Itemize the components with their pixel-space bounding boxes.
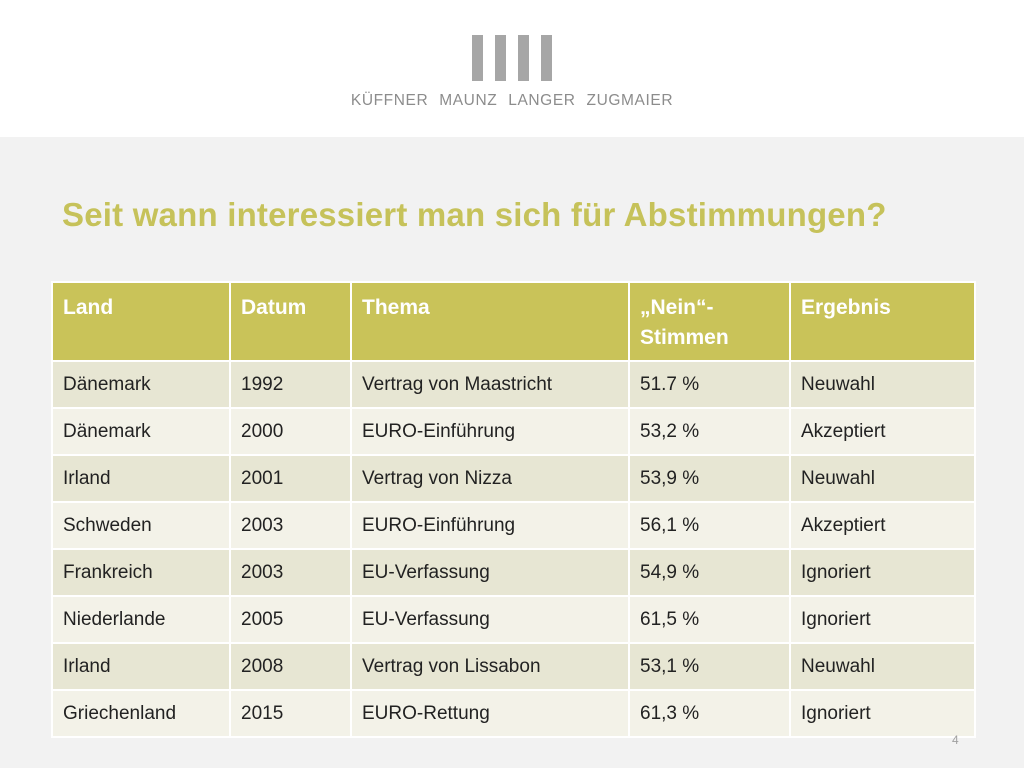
table-cell-ergebnis: Akzeptiert [790, 502, 975, 549]
table-row [52, 596, 975, 643]
referendum-table [51, 281, 976, 738]
table-cell-land: Irland [52, 643, 230, 690]
table-cell-land: Niederlande [52, 596, 230, 643]
table-cell-nein: 54,9 % [629, 549, 790, 596]
table-cell-nein: 61,3 % [629, 690, 790, 737]
table-cell-ergebnis: Akzeptiert [790, 408, 975, 455]
table-row [52, 502, 975, 549]
logo-bar [518, 35, 529, 81]
table-cell-land: Griechenland [52, 690, 230, 737]
table-cell-nein: 53,9 % [629, 455, 790, 502]
logo-bar [541, 35, 552, 81]
company-name-word: LANGER [508, 92, 576, 109]
company-name [0, 92, 1024, 110]
company-name-word: MAUNZ [439, 92, 498, 109]
table-cell-land: Irland [52, 455, 230, 502]
column-header-datum: Datum [230, 282, 351, 361]
column-header-nein-stimmen: „Nein“-Stimmen [629, 282, 790, 361]
logo-bar [495, 35, 506, 81]
table-cell-land: Dänemark [52, 361, 230, 408]
four-vertical-bars-logo-icon [472, 35, 552, 81]
table-cell-datum: 2005 [230, 596, 351, 643]
table-cell-nein: 53,1 % [629, 643, 790, 690]
table-cell-land: Dänemark [52, 408, 230, 455]
table-cell-datum: 2015 [230, 690, 351, 737]
table-cell-thema: Vertrag von Nizza [351, 455, 629, 502]
table-cell-thema: Vertrag von Maastricht [351, 361, 629, 408]
table-row [52, 690, 975, 737]
table-cell-land: Frankreich [52, 549, 230, 596]
table-cell-datum: 2001 [230, 455, 351, 502]
company-name-word: ZUGMAIER [586, 92, 674, 109]
table-cell-datum: 2008 [230, 643, 351, 690]
table-cell-thema: EURO-Rettung [351, 690, 629, 737]
table-cell-ergebnis: Neuwahl [790, 643, 975, 690]
table-cell-thema: Vertrag von Lissabon [351, 643, 629, 690]
table-header-row [52, 282, 975, 361]
table-cell-thema: EURO-Einführung [351, 408, 629, 455]
table-cell-nein: 53,2 % [629, 408, 790, 455]
table-cell-nein: 56,1 % [629, 502, 790, 549]
table-row [52, 361, 975, 408]
table-row [52, 455, 975, 502]
table-cell-ergebnis: Neuwahl [790, 455, 975, 502]
slide-title: Seit wann interessiert man sich für Abstimmungen? [62, 196, 887, 233]
table-row [52, 643, 975, 690]
table-cell-datum: 1992 [230, 361, 351, 408]
table-cell-ergebnis: Ignoriert [790, 549, 975, 596]
table-row [52, 549, 975, 596]
table-cell-thema: EU-Verfassung [351, 549, 629, 596]
table-cell-nein: 51.7 % [629, 361, 790, 408]
page-number: 4 [952, 733, 959, 747]
table-row [52, 408, 975, 455]
table-cell-ergebnis: Neuwahl [790, 361, 975, 408]
table-cell-ergebnis: Ignoriert [790, 596, 975, 643]
column-header-ergebnis: Ergebnis [790, 282, 975, 361]
slide-header [0, 0, 1024, 137]
table-cell-datum: 2003 [230, 502, 351, 549]
table-cell-land: Schweden [52, 502, 230, 549]
table-cell-ergebnis: Ignoriert [790, 690, 975, 737]
logo-bar [472, 35, 483, 81]
column-header-land: Land [52, 282, 230, 361]
table-cell-datum: 2003 [230, 549, 351, 596]
table-cell-thema: EU-Verfassung [351, 596, 629, 643]
column-header-thema: Thema [351, 282, 629, 361]
table-cell-datum: 2000 [230, 408, 351, 455]
table-cell-nein: 61,5 % [629, 596, 790, 643]
table-cell-thema: EURO-Einführung [351, 502, 629, 549]
company-name-word: KÜFFNER [350, 92, 429, 109]
table-body [52, 361, 975, 737]
